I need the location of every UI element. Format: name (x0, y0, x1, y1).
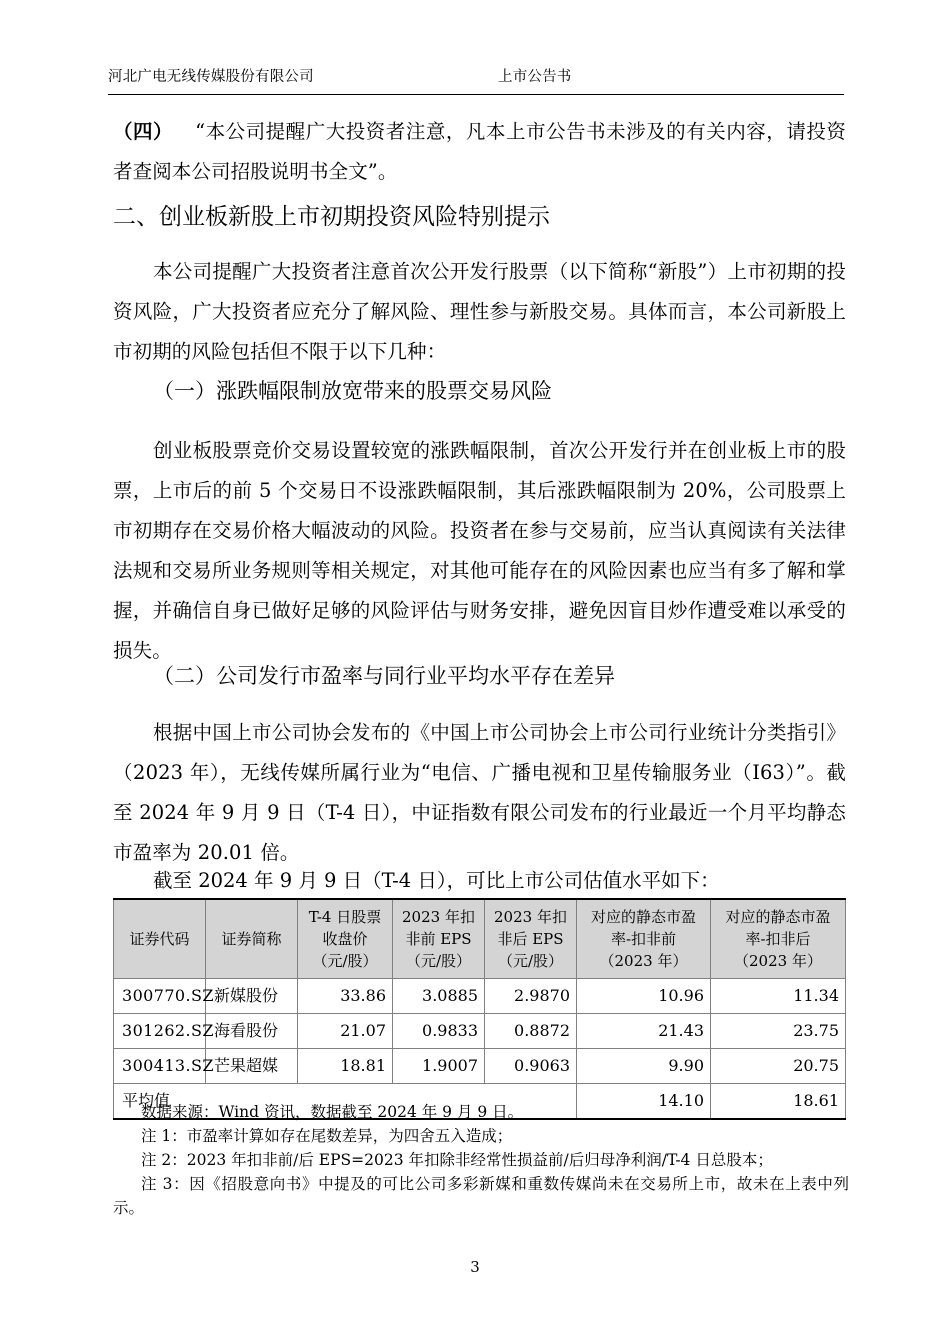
cell-close-price: 18.81 (298, 1049, 393, 1084)
cell-pe-after: 23.75 (711, 1014, 846, 1049)
note-data-source: 数据来源：Wind 资讯，数据截至 2024 年 9 月 9 日。 (141, 1103, 524, 1121)
col-header-close-price: T-4 日股票 收盘价 （元/股） (298, 899, 393, 979)
page-number: 3 (470, 1258, 480, 1276)
cell-average-label: 平均值 (114, 1084, 577, 1120)
note-2: 注 2：2023 年扣非前/后 EPS=2023 年扣除非经常性损益前/后归母净利润/T-4 日总股本； (141, 1151, 773, 1169)
header-document-title: 上市公告书 (498, 69, 572, 85)
col-header-eps-before: 2023 年扣 非前 EPS （元/股） (393, 899, 485, 979)
col-header-code: 证券代码 (114, 899, 206, 979)
cell-eps-after: 0.9063 (485, 1049, 577, 1084)
cell-name: 海看股份 (206, 1014, 298, 1049)
paragraph-item-four (113, 112, 846, 192)
comparable-valuation-table (113, 898, 846, 1120)
cell-average-pe-before: 14.10 (577, 1084, 711, 1120)
col-header-name: 证券简称 (206, 899, 298, 979)
table-caption: 截至 2024 年 9 月 9 日（T-4 日），可比上市公司估值水平如下： (153, 869, 720, 892)
cell-eps-after: 0.8872 (485, 1014, 577, 1049)
table-notes (113, 1100, 849, 1220)
cell-eps-before: 0.9833 (393, 1014, 485, 1049)
running-header (108, 66, 844, 95)
col-header-pe-after: 对应的静态市盈 率-扣非后 （2023 年） (711, 899, 846, 979)
cell-code: 301262.SZ (114, 1014, 206, 1049)
header-company-name: 河北广电无线传媒股份有限公司 (108, 69, 314, 85)
table-row (114, 1014, 846, 1049)
subsection-heading-one: （一）涨跌幅限制放宽带来的股票交易风险 (153, 379, 552, 403)
cell-eps-after: 2.9870 (485, 979, 577, 1014)
table-header-row (114, 899, 846, 979)
note-3: 注 3：因《招股意向书》中提及的可比公司多彩新媒和重数传媒尚未在交易所上市，故未在上表中列示。 (113, 1175, 849, 1217)
item-four-marker: （四） (113, 121, 174, 143)
cell-close-price: 21.07 (298, 1014, 393, 1049)
col-header-eps-after: 2023 年扣 非后 EPS （元/股） (485, 899, 577, 979)
subsection-heading-two: （二）公司发行市盈率与同行业平均水平存在差异 (153, 664, 615, 688)
cell-name: 新媒股份 (206, 979, 298, 1014)
cell-code: 300413.SZ (114, 1049, 206, 1084)
note-1: 注 1：市盈率计算如存在尾数差异，为四舍五入造成； (141, 1127, 513, 1145)
paragraph-subsection-two-body: 根据中国上市公司协会发布的《中国上市公司协会上市公司行业统计分类指引》（2023 年），无线传媒所属行业为“电信、广播电视和卫星传输服务业（I63）”。截至 2024 年 9 月 9 日（T-4 日），中证指数有限公司发布的行业最近一个月平均静态市盈率为 20.01 倍。 (113, 721, 846, 864)
cell-pe-after: 11.34 (711, 979, 846, 1014)
cell-pe-after: 20.75 (711, 1049, 846, 1084)
section-heading-two: 二、创业板新股上市初期投资风险特别提示 (113, 204, 550, 230)
paragraph-section-two-intro: 本公司提醒广大投资者注意首次公开发行股票（以下简称“新股”）上市初期的投资风险，广大投资者应充分了解风险、理性参与新股交易。具体而言，本公司新股上市初期的风险包括但不限于以下几种： (113, 260, 846, 363)
col-header-pe-before: 对应的静态市盈 率-扣非前 （2023 年） (577, 899, 711, 979)
cell-average-pe-after: 18.61 (711, 1084, 846, 1120)
paragraph-subsection-one-body: 创业板股票竞价交易设置较宽的涨跌幅限制，首次公开发行并在创业板上市的股票，上市后的前 5 个交易日不设涨跌幅限制，其后涨跌幅限制为 20%，公司股票上市初期存在交易价格大幅波动的风险。投资者在参与交易前，应当认真阅读有关法律法规和交易所业务规则等相关规定，对其他可能存在的风险因素也应当有多了解和掌握，并确信自身已做好足够的风险评估与财务安排，避免因盲目炒作遭受难以承受的损失。 (113, 439, 846, 662)
item-four-text: “本公司提醒广大投资者注意，凡本上市公告书未涉及的有关内容，请投资者查阅本公司招股说明书全文”。 (113, 120, 846, 183)
cell-name: 芒果超媒 (206, 1049, 298, 1084)
cell-close-price: 33.86 (298, 979, 393, 1014)
cell-pe-before: 10.96 (577, 979, 711, 1014)
cell-eps-before: 1.9007 (393, 1049, 485, 1084)
table-row (114, 979, 846, 1014)
cell-eps-before: 3.0885 (393, 979, 485, 1014)
cell-code: 300770.SZ (114, 979, 206, 1014)
table-row (114, 1049, 846, 1084)
cell-pe-before: 9.90 (577, 1049, 711, 1084)
cell-pe-before: 21.43 (577, 1014, 711, 1049)
